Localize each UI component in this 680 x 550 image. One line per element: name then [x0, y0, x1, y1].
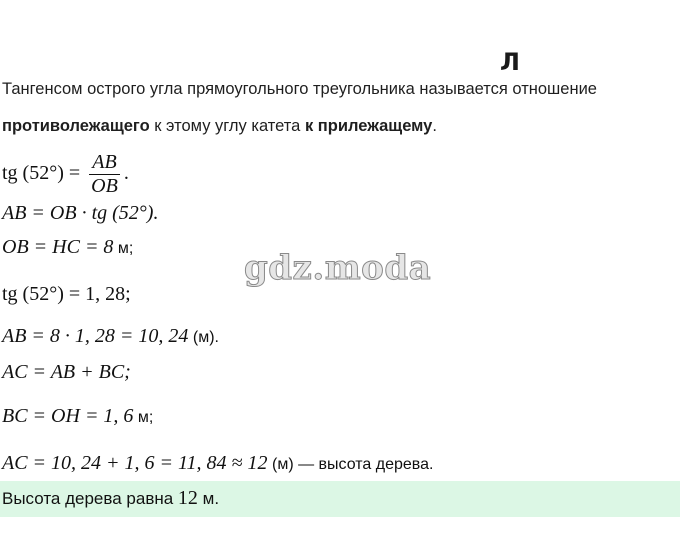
- formula-ab-text: AB = OB · tg (52°).: [2, 202, 159, 224]
- definition-bold-adjacent: к прилежащему: [304, 117, 433, 135]
- formula-ac-sum: [2, 361, 131, 384]
- definition-line-1: [2, 80, 597, 99]
- formula-tangent-value-text: tg (52°) = 1, 28;: [2, 283, 131, 305]
- definition-text-3: .: [432, 117, 437, 135]
- formula-tangent-end: .: [123, 162, 129, 185]
- answer-unit: м.: [197, 489, 220, 508]
- fraction-denominator: OB: [91, 175, 118, 197]
- definition-text-2: к этому углу катета: [149, 117, 305, 135]
- formula-bc-oh: [2, 405, 153, 428]
- formula-ab-expression: [2, 202, 158, 225]
- answer-value: 12: [177, 487, 198, 509]
- formula-bc-text: BC = OH = 1, 6: [2, 405, 134, 427]
- formula-ob-text: OB = HC = 8: [2, 236, 114, 258]
- watermark-logo: gdz.moda: [244, 248, 432, 288]
- section-heading-letter: Л: [500, 48, 520, 76]
- fraction-ab-ob: [89, 151, 120, 198]
- formula-ac-value: [2, 452, 433, 475]
- answer-label: Высота дерева равна: [2, 489, 178, 508]
- formula-ab-value-text: AB = 8 · 1, 28 = 10, 24: [2, 325, 189, 347]
- formula-ab-unit: (м).: [188, 329, 219, 346]
- formula-ac-unit: (м) — высота дерева.: [267, 456, 434, 473]
- formula-bc-unit: м;: [133, 409, 154, 426]
- formula-tangent-value: [2, 283, 131, 306]
- formula-ac-value-text: AC = 10, 24 + 1, 6 = 11, 84 ≈ 12: [2, 452, 268, 474]
- formula-tangent-lhs: tg (52°) =: [2, 162, 81, 185]
- formula-tangent-ratio: [2, 151, 129, 198]
- fraction-numerator: AB: [92, 151, 117, 173]
- definition-line-2: [2, 117, 437, 136]
- formula-ob-hc: [2, 236, 133, 259]
- definition-text-1: Тангенсом острого угла прямоугольного треугольника называется отношение: [2, 80, 597, 98]
- formula-ob-unit: м;: [113, 240, 134, 257]
- definition-bold-opposite: противолежащего: [2, 117, 150, 135]
- formula-ab-value: [2, 325, 219, 348]
- formula-ac-sum-text: AC = AB + BC;: [2, 361, 131, 383]
- answer-text: [2, 487, 219, 510]
